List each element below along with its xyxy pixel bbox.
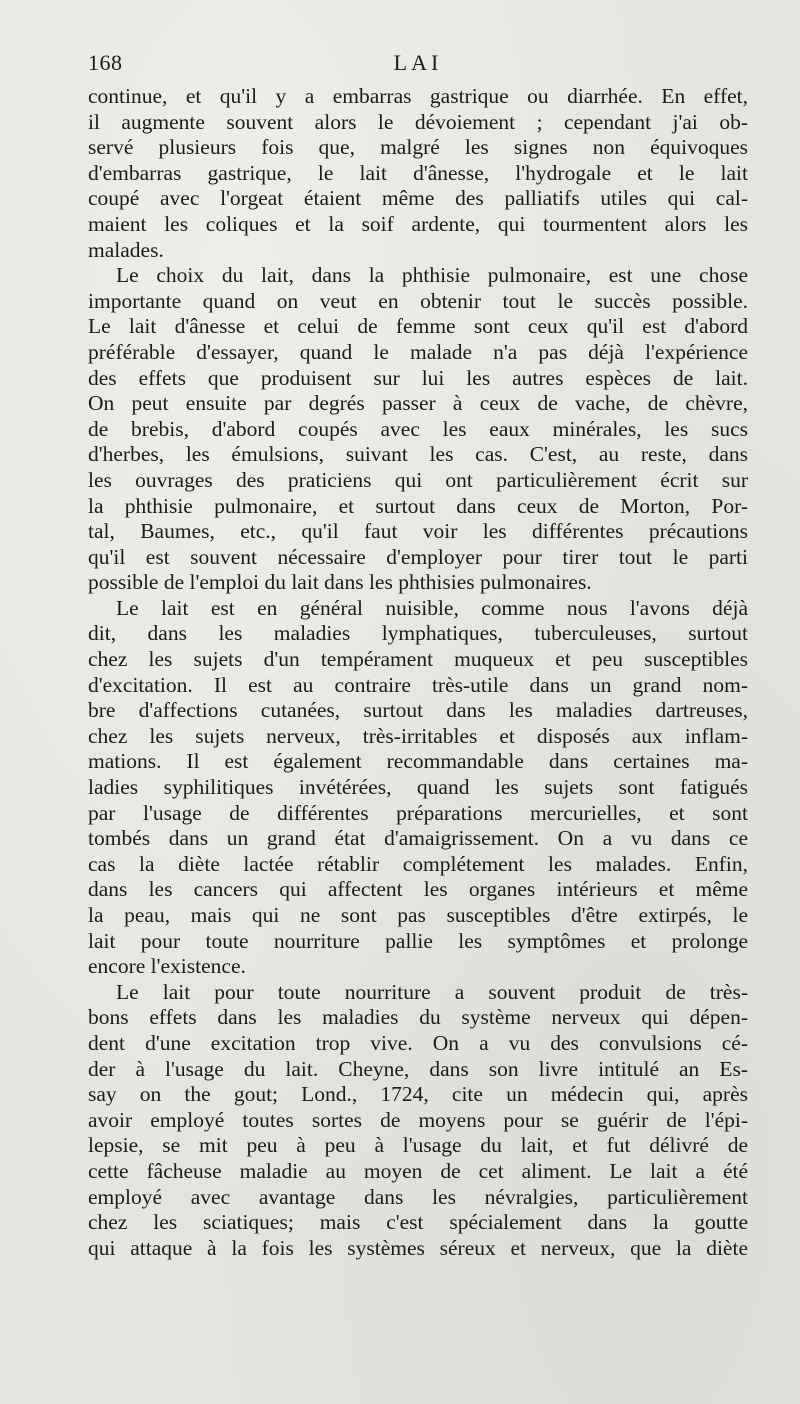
text-line: lait pour toute nourriture pallie les symptômes et prolonge xyxy=(88,928,748,953)
text-line: continue, et qu'il y a embarras gastrique ou diarrhée. En effet, xyxy=(88,84,748,108)
text-line: par l'usage de différentes préparations mercurielles, et sont xyxy=(88,800,748,825)
running-head xyxy=(88,50,748,80)
text-line: qu'il est souvent nécessaire d'employer pour tirer tout le parti xyxy=(88,544,748,569)
text-line: der à l'usage du lait. Cheyne, dans son livre intitulé an Es- xyxy=(88,1056,748,1081)
text-line: chez les sujets nerveux, très-irritables et disposés aux inflam- xyxy=(88,723,748,748)
text-line: tombés dans un grand état d'amaigrissement. On a vu dans ce xyxy=(88,826,748,851)
text-line: cas la diète lactée rétablir complétement les malades. Enfin, xyxy=(88,851,748,876)
text-line: Le lait est en général nuisible, comme nous l'avons déjà xyxy=(116,595,748,620)
text-line: avoir employé toutes sortes de moyens pour se guérir de l'épi- xyxy=(88,1107,748,1132)
text-line: d'herbes, les émulsions, suivant les cas. C'est, au reste, dans xyxy=(88,442,748,467)
text-line: les ouvrages des praticiens qui ont particulièrement écrit sur xyxy=(88,467,748,492)
text-line: dit, dans les maladies lymphatiques, tuberculeuses, surtout xyxy=(88,621,748,646)
text-line: dans les cancers qui affectent les organes intérieurs et même xyxy=(88,877,748,902)
text-line: maient les coliques et la soif ardente, qui tourmentent alors les xyxy=(88,211,748,236)
text-line: mations. Il est également recommandable dans certaines ma- xyxy=(88,749,748,774)
text-line: bons effets dans les maladies du système nerveux qui dépen- xyxy=(88,1005,748,1030)
text-line: la peau, mais qui ne sont pas susceptibles d'être extirpés, le xyxy=(88,903,748,927)
text-line: d'embarras gastrique, le lait d'ânesse, l'hydrogale et le lait xyxy=(88,160,748,185)
text-line: cette fâcheuse maladie au moyen de cet aliment. Le lait a été xyxy=(88,1158,748,1183)
text-line: dent d'une excitation trop vive. On a vu des convulsions cé- xyxy=(88,1030,748,1055)
text-line: encore l'existence. xyxy=(88,954,246,979)
text-line: il augmente souvent alors le dévoiement ; cependant j'ai ob- xyxy=(88,109,748,134)
text-line: bre d'affections cutanées, surtout dans les maladies dartreuses, xyxy=(88,698,748,723)
text-line: importante quand on veut en obtenir tout le succès possible. xyxy=(88,288,748,313)
text-line: d'excitation. Il est au contraire très-utile dans un grand nom- xyxy=(88,672,748,697)
text-line: malades. xyxy=(88,237,164,262)
text-line: On peut ensuite par degrés passer à ceux de vache, de chèvre, xyxy=(88,391,748,416)
text-line: ladies syphilitiques invétérées, quand les sujets sont fatigués xyxy=(88,775,748,800)
page-number: 168 xyxy=(88,50,123,75)
text-line: préférable d'essayer, quand le malade n'a pas déjà l'expérience xyxy=(88,339,748,364)
running-title: LAI xyxy=(393,50,443,75)
paragraph-3 xyxy=(88,596,748,980)
text-line: Le lait pour toute nourriture a souvent produit de très- xyxy=(116,979,748,1004)
text-line: say on the gout; Lond., 1724, cite un médecin qui, après xyxy=(88,1082,748,1107)
text-line: des effets que produisent sur lui les autres espèces de lait. xyxy=(88,365,748,390)
text-line: Le lait d'ânesse et celui de femme sont ceux qu'il est d'abord xyxy=(88,314,748,339)
body-text xyxy=(88,84,748,1261)
text-line: la phthisie pulmonaire, et surtout dans ceux de Morton, Por- xyxy=(88,493,748,518)
paragraph-2 xyxy=(88,263,748,596)
text-line: chez les sujets d'un tempérament muqueux et peu susceptibles xyxy=(88,647,748,672)
text-line: qui attaque à la fois les systèmes séreux et nerveux, que la diète xyxy=(88,1235,748,1260)
paragraph-1 xyxy=(88,84,748,263)
text-line: possible de l'emploi du lait dans les phthisies pulmonaires. xyxy=(88,570,592,595)
text-line: lepsie, se mit peu à peu à l'usage du lait, et fut délivré de xyxy=(88,1133,748,1158)
text-line: de brebis, d'abord coupés avec les eaux minérales, les sucs xyxy=(88,416,748,441)
text-line: Le choix du lait, dans la phthisie pulmonaire, est une chose xyxy=(116,263,748,288)
text-line: tal, Baumes, etc., qu'il faut voir les différentes précautions xyxy=(88,519,748,544)
text-line: employé avec avantage dans les névralgies, particulièrement xyxy=(88,1184,748,1209)
text-line: coupé avec l'orgeat étaient même des palliatifs utiles qui cal- xyxy=(88,186,748,211)
paragraph-4 xyxy=(88,980,748,1262)
text-line: servé plusieurs fois que, malgré les signes non équivoques xyxy=(88,135,748,160)
text-line: chez les sciatiques; mais c'est spécialement dans la goutte xyxy=(88,1210,748,1235)
